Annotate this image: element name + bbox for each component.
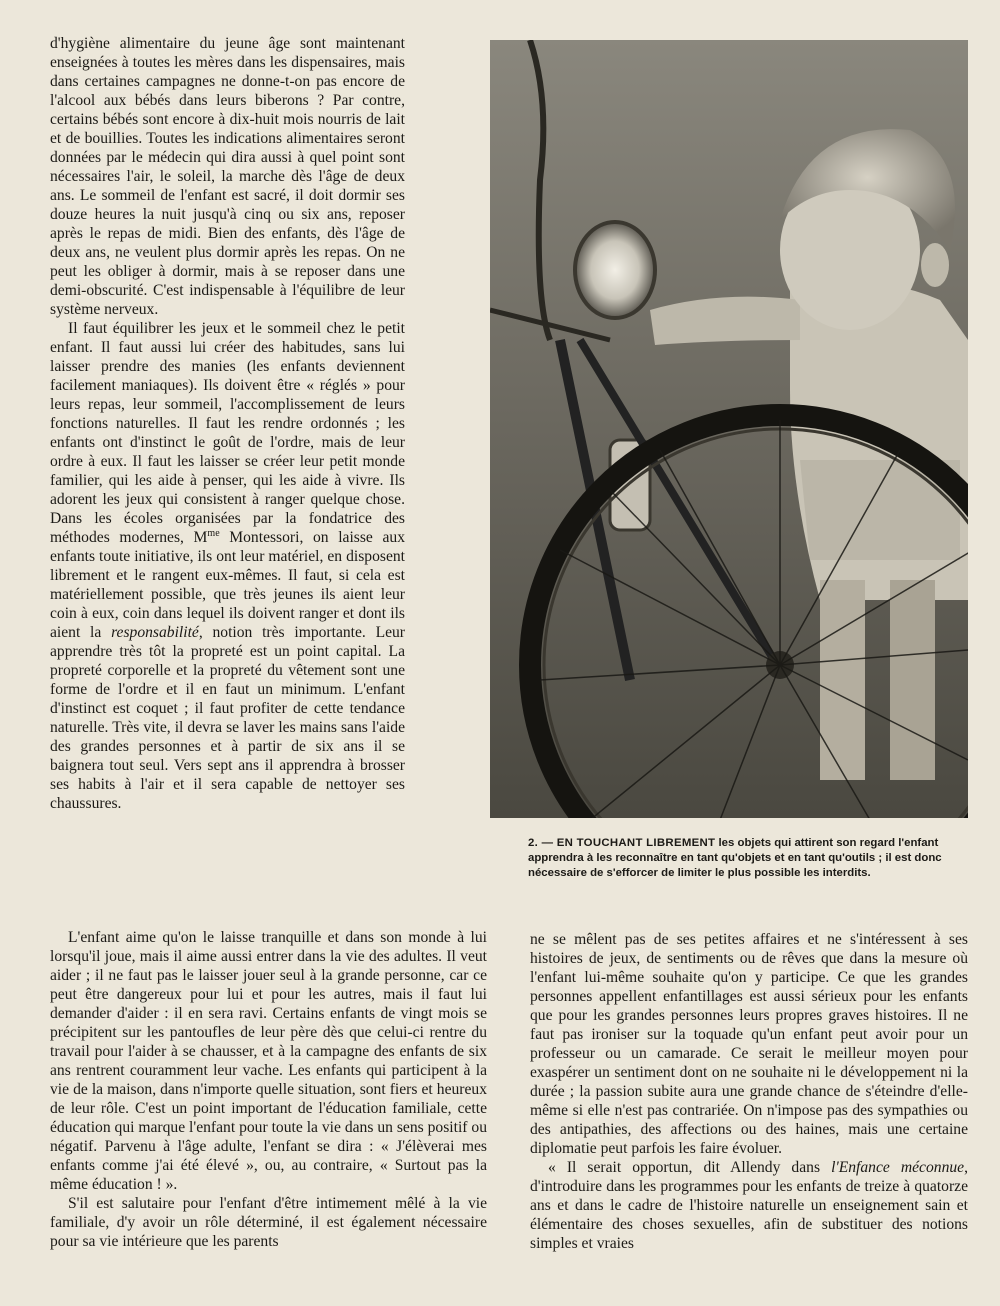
- text-run: , d'introduire dans les programmes pour les enfants de treize à quatorze ans et dans le cadre de l'histoire naturelle un enseignement sain et élémentaire des choses sexuelles, afin de substituer des notions simples et vraies: [530, 1159, 968, 1252]
- text-run: Il faut équilibrer les jeux et le sommeil chez le petit enfant. Il faut aussi lui créer des habitudes, sans lui laisser prendre des manies (les enfants deviennent facilement maniaques). Ils doivent être « réglés » pour leurs repas, leur sommeil, l'accomplissement de leurs fonctions naturelles. Il faut les rendre ordonnés ; les enfants ont d'instinct le goût de l'ordre, mais de leur ordre à eux. Il faut les laisser se créer leur petit monde familier, qui les aide à penser, qui les aide à vivre. Ils adorent les jeux qui consistent à ranger quelque chose. Dans les écoles organisées par la fondatrice des méthodes modernes, M: [50, 320, 405, 546]
- text-run: , notion très importante. Leur apprendre très tôt la propreté est un point capital. La propreté corporelle et la propreté du vêtement sont une forme de l'ordre et il en faut un minimum. L'enfant d'instinct est coquet ; il faut profiter de cette tendance naturelle. Très vite, il devra se laver les mains sans l'aide des grandes personnes et à partir de six ans il se baignera tout seul. Vers sept ans il apprendra à brosser ses habits à l'air et il sera capable de nettoyer ses chaussures.: [50, 624, 406, 812]
- text-run: « Il serait opportun, dit Allendy dans: [548, 1159, 832, 1176]
- paragraph-allendy-quote: [530, 1158, 968, 1253]
- paragraph-adults: L'enfant aime qu'on le laisse tranquille et dans son monde à lui lorsqu'il joue, mais il aime aussi entrer dans la vie des adultes. Il veut aider ; il ne faut pas le laisser jouer seul à la grande personne, car ce peut être dangereux pour lui et pour les autres, mais il faut lui demander d'aider : il en sera ravi. Certains enfants de vingt mois se précipitent sur les pantoufles de leur père dès que celui-ci rentre du travail pour l'aider à se chausser, et à la campagne des enfants de six ans rentrent couramment leur vache. Les enfants qui participent à la vie de la maison, dans n'importe quelle situation, sont fiers et heureux de leur rôle. C'est un point important de l'éducation familiale, cette éducation qui marque l'enfant pour toute la vie dans un sens positif ou négatif. Parvenu à l'âge adulte, l'enfant se dira : « J'élèverai mes enfants comme j'ai été élevé », ou, au contraire, « Surtout pas la même éducation ! ».: [50, 929, 487, 1193]
- emphasis-book-title: l'Enfance méconnue: [831, 1159, 965, 1176]
- paragraph-habits: [50, 319, 405, 813]
- left-column-bottom: [50, 928, 487, 1251]
- emphasis-responsabilite: responsabilité: [111, 624, 199, 641]
- text-run: Montessori, on laisse aux enfants toute initiative, ils ont leur matériel, en disposent librement et le rangent eux-mêmes. Il faut, si cela est matériellement possible, que très jeunes ils aient leur coin à eux, coin dans lequel ils doivent ranger et dont ils aient la: [50, 529, 405, 641]
- right-column-bottom: [530, 930, 968, 1253]
- photo-illustration: [490, 40, 968, 818]
- paragraph-family-life: S'il est salutaire pour l'enfant d'être intimement mêlé à la vie familiale, d'y avoir un rôle déterminé, il est également nécessaire pour sa vie intérieure que les parents: [50, 1195, 487, 1250]
- paragraph-sentiments: ne se mêlent pas de ses petites affaires et ne s'intéressent à ses histoires de jeux, de sentiments ou de rêves que dans la mesure où l'enfant lui-même souhaite qu'on y participe. Ce que les grandes personnes appellent enfantillages est aussi sérieux pour les enfants que pour les grandes personnes leurs propres graves histoires. Il ne faut pas ironiser sur la toquade qu'un enfant peut avoir pour un professeur ou un camarade. Ce serait le meilleur moyen pour exaspérer un sentiment dont on ne souhaite ni le développement ni la durée ; la passion subite aura une grande chance de s'éteindre d'elle-même si elle n'est pas contrariée. On n'impose pas des sympathies ou des antipathies, des affections ou des haines, mais une certaine diplomatie peut parfois les faire évoluer.: [530, 931, 968, 1157]
- superscript-me: me: [207, 527, 220, 539]
- caption-lead: 2. — EN TOUCHANT LIBREMENT: [528, 837, 716, 849]
- caption-text: les objets qui attirent son regard l'enfant apprendra à les reconnaître en tant qu'objets et en tant qu'outils ; il est donc nécessaire de s'efforcer de limiter le plus possible les interdits.: [528, 837, 942, 879]
- paragraph-hygiene: d'hygiène alimentaire du jeune âge sont maintenant enseignées à toutes les mères dans les dispensaires, mais dans certaines campagnes ne donne-t-on pas encore de l'alcool aux bébés dans leurs biberons ? Par contre, certains bébés sont encore à dix-huit mois nourris de lait et de bouillies. Toutes les indications alimentaires seront données par le médecin qui dira aussi à quel point sont nécessaires l'air, le soleil, la marche dès l'âge de deux ans. Le sommeil de l'enfant est sacré, il doit dormir ses douze heures la nuit jusqu'à cinq ou six ans, reposer après le repas de midi. Bien des enfants, dès l'âge de deux ans, ne veulent plus dormir après les repas. On ne peut les obliger à dormir, mais à se reposer dans une demi-obscurité. C'est indispensable à l'équilibre de leur système nerveux.: [50, 35, 405, 318]
- photo-child-bicycle: [490, 40, 968, 818]
- left-column-top: [50, 34, 405, 813]
- photo-caption: [528, 836, 970, 881]
